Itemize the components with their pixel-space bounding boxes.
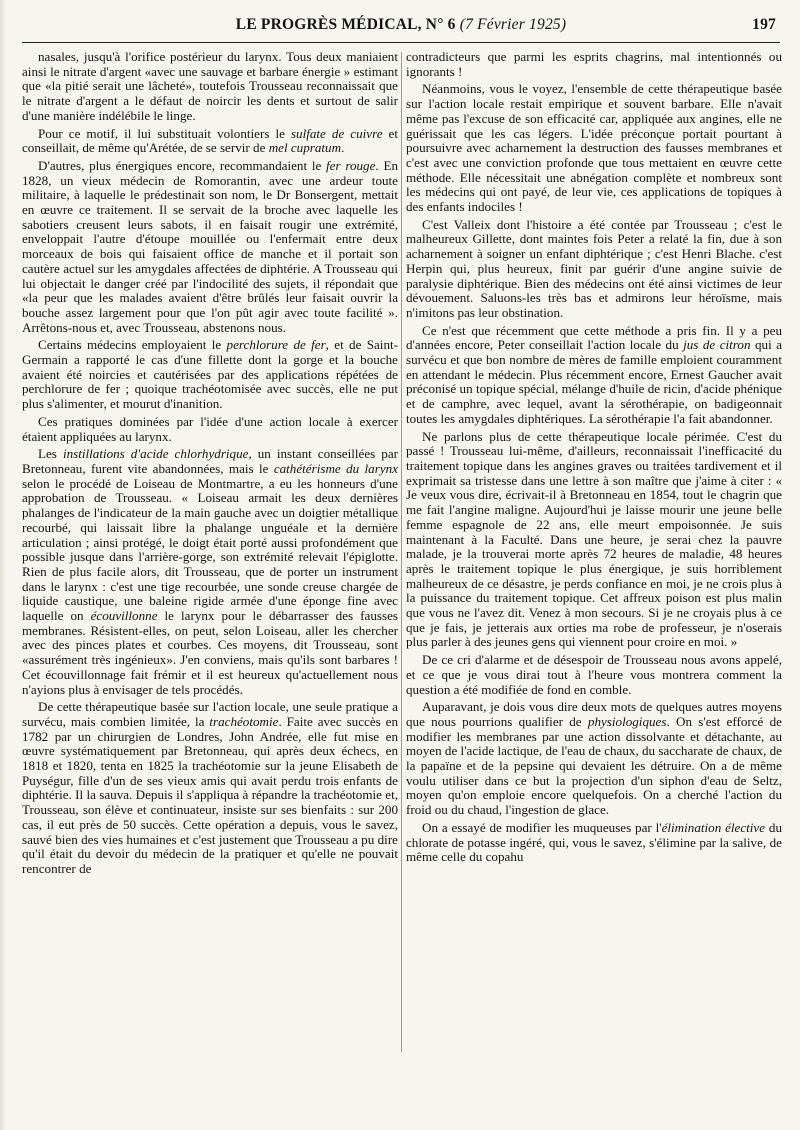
paragraph <box>22 159 398 335</box>
text-run: Certains médecins employaient le <box>38 337 227 353</box>
journal-title-main: LE PROGRÈS MÉDICAL, N° 6 <box>235 16 456 33</box>
journal-title <box>22 16 780 34</box>
page-number: 197 <box>752 16 776 33</box>
text-run: le larynx pour le débarrasser des fausses membranes. Résistent-elles, on peut, selon Loiseau, aller les chercher avec des pinces plates et courbes. Ces moyens, dit Trousseau, sont «assurément très ingénieux». J'en conviens, mais qu'ils sont barbares ! Cet écouvillonnage fait frémir et il est heureux qu'actuellement nous n'ayions plus à envisager de tels procédés. <box>22 608 398 697</box>
paragraph <box>406 50 782 79</box>
text-run: . <box>341 140 345 156</box>
text-run: On a essayé de modifier les muqueuses par l' <box>422 819 662 835</box>
journal-issue-date: (7 Février 1925) <box>459 16 567 33</box>
paragraph <box>406 430 782 651</box>
paragraph <box>22 338 398 412</box>
paragraph <box>406 700 782 818</box>
page-edge-shadow <box>0 0 6 1130</box>
paragraph <box>22 50 398 124</box>
italic-text: élimination élective <box>661 819 766 835</box>
running-header <box>22 14 780 43</box>
text-run: , et de Saint-Germain a rapporté le cas d'une fillette dont la gorge et la bouche avaient été noircies et cautérisées par des applications répétées de perchlorure de fer ; quoique trachéotomisée avec succès, elle ne put plus s'alimenter, et mourut d'inanition. <box>22 337 398 412</box>
italic-text: cathétérisme du larynx <box>273 460 398 476</box>
text-run: De ce cri d'alarme et de désespoir de Trousseau nous avons appelé, et ce que je vous dirai tout à l'heure vous montrera comment la question a été modifiée de fond en comble. <box>406 652 782 697</box>
italic-text: physiologiques <box>587 713 667 729</box>
text-run: Les <box>38 446 63 462</box>
italic-text: sulfate de cuivre <box>290 125 383 141</box>
italic-text: perchlorure de fer <box>226 337 326 353</box>
text-run: . En 1828, un vieux médecin de Romorantin, avec une ardeur toute militaire, à laquelle le prédestinait son nom, le Dr Bonsergent, mettait en œuvre ce traitement. Il se servait de la broche avec laquelle les sabotiers creusent leurs sabots, il en faisait rougir une extrémité, enveloppait l'autre d'étoupe mouillée ou l'enfermait entre deux morceaux de bois qui faisaient office de manche et il portait son cautère actuel sur les amygdales affectées de diphtérie. A Trousseau qui lui objectait le danger créé par l'indocilité des sujets, il répondait que «la peur que les malades avaient d'être brûlés leur faisait ouvrir la bouche assez largement pour que l'on pût agir avec toute facilité ». Arrêtons-nous et, avec Trousseau, abstenons nous. <box>22 157 398 335</box>
text-run: Ce n'est que récemment que cette méthode a pris fin. Il y a peu d'années encore, Peter conseillait l'action locale du <box>406 322 782 353</box>
text-run: C'est Valleix dont l'histoire a été contée par Trousseau ; c'est le malheureux Gillette, dont maintes fois Peter a relaté la fin, due à son acharnement à soigner un enfant diphtérique ; c'est Henri Blache. c'est Herpin qui, plus heureux, finit par guérir d'une angine suivie de paralysie diphtérique. Bien des médecins ont été ainsi victimes de leur dévouement. Saluons-les très bas et admirons leur héroïsme, mais n'imitons pas leur obstination. <box>406 216 782 320</box>
text-run: Néanmoins, vous le voyez, l'ensemble de cette thérapeutique basée sur l'action locale restait empirique et souvent barbare. Elle n'avait même pas l'excuse de son efficacité car, appliquée aux angines, elle ne guérissait que les cas légers. L'idée préconçue portait pourtant à poursuivre avec acharnement la destruction des fausses membranes et c'est avec une conviction profonde que tous mettaient en œuvre cette méthode. Elle nécessitait une abnégation complète et nombreux sont les médecins qui ont payé, de leur vie, ces applications de topiques à des enfants indociles ! <box>406 81 782 215</box>
text-run: qui a survécu et que bon nombre de mères de famille emploient couramment en attendant le médecin. Plus récemment encore, Ernest Gaucher avait préconisé un topique spécial, mélange d'huile de ricin, d'acide phénique et de camphre, avec lequel, avant la sérothérapie, on badigeonnait toutes les amygdales diphtériques. La sérothérapie l'a fait abandonner. <box>406 337 782 426</box>
text-run: Ces pratiques dominées par l'idée d'une action locale à exercer étaient appliquées au larynx. <box>22 413 398 444</box>
paragraph <box>406 324 782 427</box>
paragraph <box>22 700 398 876</box>
paragraph <box>406 821 782 865</box>
text-run: . Faite avec succès en 1782 par un chirurgien de Londres, John Andrée, elle fut mise en œuvre systématiquement par Bretonneau, qui après deux échecs, en 1818 et 1820, tenta en 1825 la trachéotomie sur la jeune Elisabeth de Puységur, fille d'un de ses vieux amis qui avait perdu trois enfants de diphtérie. Il la sauva. Depuis il s'appliqua à répandre la trachéotomie et, Trousseau, son élève et continuateur, insiste sur ses bienfaits : sur 200 cas, il eut près de 50 succès. Cette opération a depuis, vous le savez, sauvé bien des vies humaines et c'est justement que Trousseau a pu dire qu'il était du devoir du médecin de la pratiquer et qu'elle ne pouvait rencontrer de <box>22 713 398 876</box>
paragraph <box>406 653 782 697</box>
italic-text: mel cupratum <box>268 140 342 156</box>
text-run: et conseillait, de même qu'Arétée, de se servir de <box>22 125 398 156</box>
text-run: Ne parlons plus de cette thérapeutique locale périmée. C'est du passé ! Trousseau lui-même, d'ailleurs, reconnaissait l'inefficacité du traitement topique dans les angines graves ou traitées tardivement et il exprimait sa tristesse dans une lettre à son maître que j'aime à citer : « Je veux vous dire, écrivait-il à Bretonneau en 1854, tout le chagrin que me fait l'angine maligne. Aujourd'hui je laisse mourir une jeune belle femme espagnole de 22 ans, elle meurt empoisonnée. Je suis maintenant à la Faculté. Dans une heure, je serai chez la pauvre malade, je la trouverai morte après 72 heures de maladie, 48 heures après le traitement topique le plus énergique, je suis horriblement malheureux de ce désastre, je perds confiance en moi, je ne crois plus à la puissance du traitement topique. Cet affreux poison est plus malin que vous ne l'avez dit. Venez à mon secours. Si je ne croyais plus à ce que je fais, je jetterais aux orties ma robe de professeur, je n'oserais plus parler à des jeunes gens qui viennent pour croire en moi. » <box>406 428 782 650</box>
paragraph <box>22 127 398 156</box>
text-run: contradicteurs que parmi les esprits chagrins, mal intentionnés ou ignorants ! <box>406 50 782 79</box>
paragraph <box>22 447 398 697</box>
text-run: D'autres, plus énergiques encore, recommandaient le <box>38 157 327 173</box>
italic-text: écouvillonne <box>90 608 158 624</box>
left-column <box>22 50 398 1120</box>
text-run: selon le procédé de Loiseau de Montmartre, a eu les honneurs d'une approbation de Trousseau. « Loiseau armait les deux dernières phalanges de l'indicateur de la main gauche avec un doigtier métallique recourbé, qui laissait libre la phalange unguéale et la dernière articulation ; ainsi protégé, le doigt était porté aussi profondément que possible jusque dans l'arrière-gorge, son extrémité relevait l'épiglotte. Rien de plus facile alors, dit Trousseau, que de porter un instrument dans le larynx : c'est une tige recourbée, une sonde creuse chargée de liquide caustique, une baleine rigide armée d'une éponge fine avec laquelle on <box>22 475 398 624</box>
text-run: . On s'est efforcé de modifier les membranes par une action dissolvante et détachante, au moyen de l'acide lactique, de l'eau de chaux, du saccharate de chaux, de la papaïne et de la pepsine qui devaient les détruire. On a de même voulu utiliser dans ce but la projection d'un siphon d'eau de Seltz, moyen qu'on emploie encore quelquefois. On a cherché l'action du froid ou du chaud, l'ingestion de glace. <box>406 713 782 818</box>
text-run: du chlorate de potasse ingéré, qui, vous le savez, s'élimine par la salive, de même celle du copahu <box>406 819 782 865</box>
text-run: Pour ce motif, il lui substituait volontiers le <box>38 125 291 141</box>
text-run: De cette thérapeutique basée sur l'action locale, une seule pratique a survécu, mais combien limitée, la <box>22 699 398 729</box>
italic-text: instillations d'acide chlorhydrique <box>62 446 249 462</box>
paragraph <box>406 82 782 214</box>
italic-text: trachéotomie <box>209 713 279 729</box>
column-divider <box>401 52 402 1052</box>
paragraph <box>406 218 782 321</box>
italic-text: jus de citron <box>683 337 751 353</box>
text-run: nasales, jusqu'à l'orifice postérieur du larynx. Tous deux maniaient ainsi le nitrate d'argent «avec une sauvage et barbare énergie » estimant que «la pitié serait une lâcheté», toutefois Trousseau reconnaissait que le nitrate d'argent a le défaut de noircir les dents et surtout de salir d'une manière indélébile le linge. <box>22 50 398 123</box>
italic-text: fer rouge <box>326 157 376 173</box>
right-column <box>406 50 782 1120</box>
text-run: , un instant conseillées par Bretonneau, furent vite abandonnées, mais le <box>22 446 398 476</box>
paragraph <box>22 415 398 444</box>
text-run: Auparavant, je dois vous dire deux mots de quelques autres moyens que nous pourrions qualifier de <box>406 699 782 729</box>
